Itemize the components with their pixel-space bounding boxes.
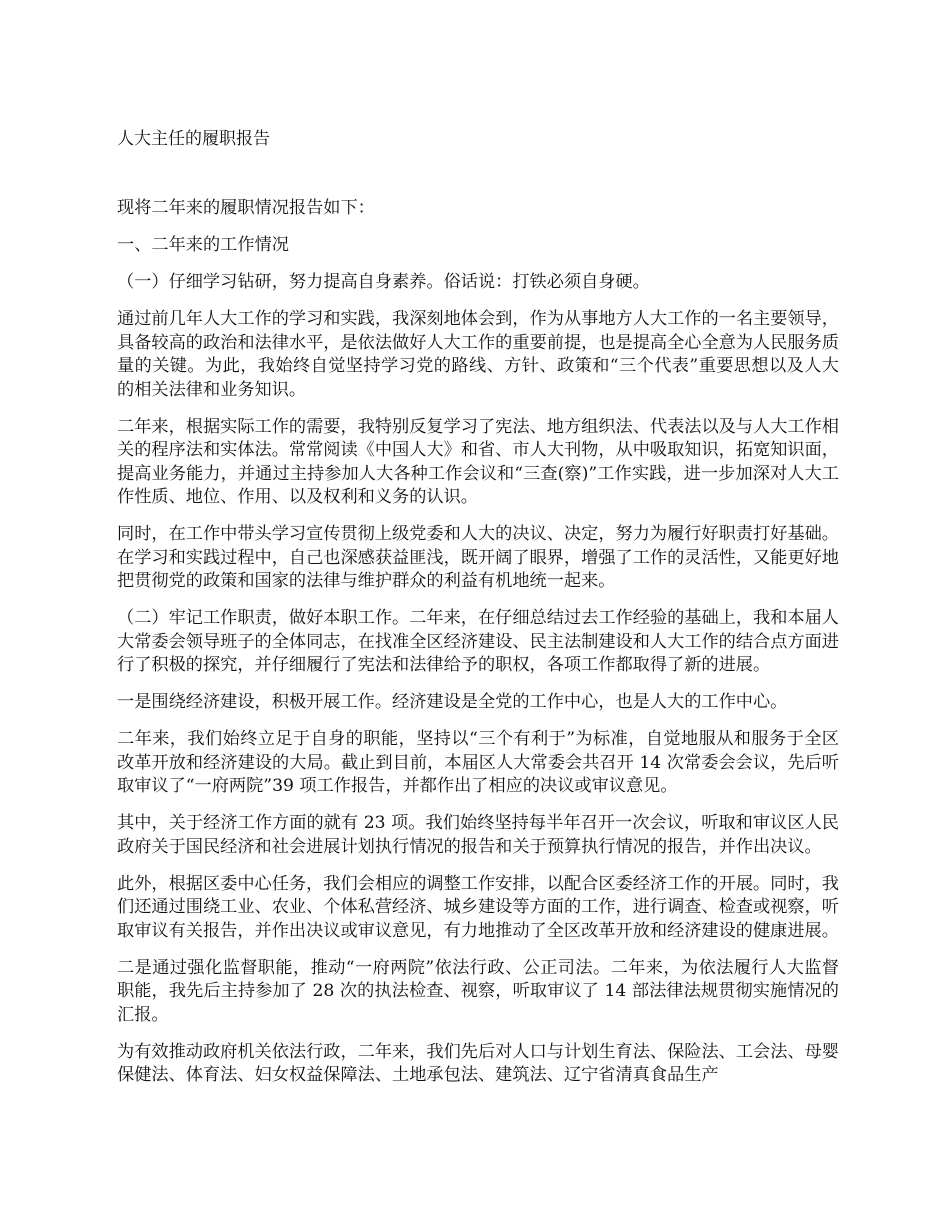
paragraph: 为有效推动政府机关依法行政，二年来，我们先后对人口与计划生育法、保险法、工会法、母婴保健法、体育法、妇女权益保障法、土地承包法、建筑法、辽宁省清真食品生产 [117, 1041, 839, 1085]
paragraph: 一是围绕经济建设，积极开展工作。经济建设是全党的工作中心，也是人大的工作中心。 [117, 692, 788, 712]
paragraph: 通过前几年人大工作的学习和实践，我深刻地体会到，作为从事地方人大工作的一名主要领导，具备较高的政治和法律水平，是依法做好人大工作的重要前提，也是提高全心全意为人民服务质量的关键。为此，我始终自觉坚持学习党的路线、方针、政策和“三个代表”重要思想以及人大的相关法律和业务知识。 [117, 309, 839, 400]
paragraph: 二年来，根据实际工作的需要，我特别反复学习了宪法、地方组织法、代表法以及与人大工作相关的程序法和实体法。常常阅读《中国人大》和省、市人大刊物，从中吸取知识，拓宽知识面，提高业务能力，并通过主持参加人大各种工作会议和“三查(察)”工作实践，进一步加深对人大工作性质、地位、作用、以及权利和义务的认识。 [117, 416, 839, 507]
subsection-paragraph: （二）牢记工作职责，做好本职工作。二年来，在仔细总结过去工作经验的基础上，我和本届人大常委会领导班子的全体同志，在找准全区经济建设、民主法制建设和人大工作的结合点方面进行了积极的探究，并仔细履行了宪法和法律给予的职权，各项工作都取得了新的进展。 [117, 608, 839, 675]
document-title: 人大主任的履职报告 [117, 129, 270, 149]
paragraph: 二年来，我们始终立足于自身的职能，坚持以“三个有利于”为标准，自觉地服从和服务于全区改革开放和经济建设的大局。截止到目前，本届区人大常委会共召开 14 次常委会会议，先后听取审议了“一府两院”39 项工作报告，并都作出了相应的决议或审议意见。 [117, 729, 839, 796]
paragraph: 其中，关于经济工作方面的就有 23 项。我们始终坚持每半年召开一次会议，听取和审议区人民政府关于国民经济和社会进展计划执行情况的报告和关于预算执行情况的报告，并作出决议。 [117, 813, 839, 857]
subsection-heading: （一）仔细学习钻研，努力提高自身素养。俗话说：打铁必须自身硬。 [117, 272, 650, 292]
paragraph: 同时，在工作中带头学习宣传贯彻上级党委和人大的决议、决定，努力为履行好职责打好基础。在学习和实践过程中，自己也深感获益匪浅，既开阔了眼界，增强了工作的灵活性，又能更好地把贯彻党的政策和国家的法律与维护群众的利益有机地统一起来。 [117, 524, 839, 591]
paragraph: 二是通过强化监督职能，推动“一府两院”依法行政、公正司法。二年来，为依法履行人大监督职能，我先后主持参加了 28 次的执法检查、视察，听取审议了 14 部法律法规贯彻实施情况的汇报。 [117, 957, 839, 1025]
document-body [117, 197, 839, 1101]
paragraph-intro: 现将二年来的履职情况报告如下： [117, 198, 375, 218]
section-heading: 一、二年来的工作情况 [117, 235, 289, 255]
paragraph: 此外，根据区委中心任务，我们会相应的调整工作安排，以配合区委经济工作的开展。同时，我们还通过围绕工业、农业、个体私营经济、城乡建设等方面的工作，进行调查、检查或视察，听取审议有关报告，并作出决议或审议意见，有力地推动了全区改革开放和经济建设的健康进展。 [117, 873, 839, 941]
